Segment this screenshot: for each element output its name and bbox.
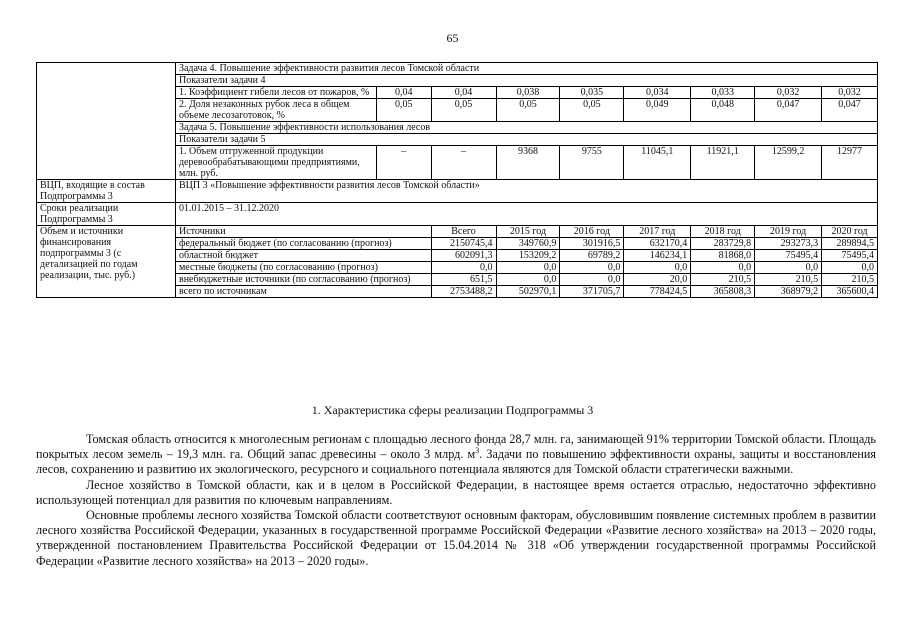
- indicator-value: 0,032: [822, 87, 878, 99]
- task5-title: Задача 5. Повышение эффективности использования лесов: [175, 122, 877, 134]
- funding-value: 69789,2: [560, 250, 624, 262]
- funding-value: 0,0: [755, 262, 822, 274]
- funding-value: 75495,4: [755, 250, 822, 262]
- indicator-value: 9368: [496, 146, 560, 180]
- funding-header: 2015 год: [496, 226, 560, 238]
- table-row: [37, 203, 878, 226]
- indicator-name: 1. Коэффициент гибели лесов от пожаров, %: [175, 87, 376, 99]
- table-row: [37, 226, 878, 238]
- funding-value: 75495,4: [822, 250, 878, 262]
- vcp-label: ВЦП, входящие в состав Подпрограммы 3: [37, 180, 176, 203]
- funding-source: внебюджетные источники (по согласованию (прогноз): [175, 274, 431, 286]
- paragraph-1-part-b: . Задачи по повышению эффективности охраны, защиты и восстановления лесов, сохранению и развитию их экологического, ресурсного и социального потенциала являются для Томской области стратегически важными.: [36, 447, 876, 477]
- body-text: [36, 432, 876, 569]
- indicator-value: 0,05: [496, 99, 560, 122]
- funding-value: 2150745,4: [431, 238, 496, 250]
- funding-value: 778424,5: [624, 286, 691, 298]
- funding-value: 210,5: [755, 274, 822, 286]
- funding-value: 651,5: [431, 274, 496, 286]
- funding-value: 210,5: [822, 274, 878, 286]
- funding-value: 0,0: [560, 274, 624, 286]
- funding-value: 0,0: [691, 262, 755, 274]
- indicator-value: –: [376, 146, 431, 180]
- task4-indicators-title: Показатели задачи 4: [175, 75, 877, 87]
- indicator-value: 0,05: [560, 99, 624, 122]
- funding-value: 0,0: [496, 274, 560, 286]
- indicator-value: 0,04: [376, 87, 431, 99]
- funding-header: 2017 год: [624, 226, 691, 238]
- funding-value: 289894,5: [822, 238, 878, 250]
- indicator-value: 9755: [560, 146, 624, 180]
- funding-value: 0,0: [560, 262, 624, 274]
- funding-header: 2019 год: [755, 226, 822, 238]
- funding-value: 146234,1: [624, 250, 691, 262]
- paragraph-1: [36, 432, 876, 478]
- indicator-value: 0,038: [496, 87, 560, 99]
- indicator-value: 11921,1: [691, 146, 755, 180]
- superscript: 3: [475, 446, 480, 456]
- indicator-value: 0,05: [376, 99, 431, 122]
- paragraph-1-part-a: Томская область относится к многолесным регионам с площадью лесного фонда 28,7 млн. га, занимающей 91% территории Томской области. Площадь покрытых лесом земель – 19,3 млн. га. Общий запас древесины – около 3 млрд. м: [36, 432, 876, 462]
- task5-indicators-title: Показатели задачи 5: [175, 134, 877, 146]
- indicator-value: 0,047: [822, 99, 878, 122]
- funding-value: 81868,0: [691, 250, 755, 262]
- indicator-value: 0,049: [624, 99, 691, 122]
- funding-header: 2020 год: [822, 226, 878, 238]
- indicator-value: 0,048: [691, 99, 755, 122]
- page-number: 65: [446, 31, 459, 45]
- indicator-value: 0,032: [755, 87, 822, 99]
- indicator-value: 0,04: [431, 87, 496, 99]
- funding-source: федеральный бюджет (по согласованию (прогноз): [175, 238, 431, 250]
- funding-source: областной бюджет: [175, 250, 431, 262]
- funding-value: 0,0: [624, 262, 691, 274]
- indicator-name: 2. Доля незаконных рубок леса в общем объеме лесозаготовок, %: [175, 99, 376, 122]
- funding-header: Всего: [431, 226, 496, 238]
- funding-source: местные бюджеты (по согласованию (прогноз): [175, 262, 431, 274]
- funding-value: 368979,2: [755, 286, 822, 298]
- indicator-name: 1. Объем отгруженной продукции деревообрабатывающими предприятиями, млн. руб.: [175, 146, 376, 180]
- section-heading: 1. Характеристика сферы реализации Подпрограммы 3: [311, 403, 594, 417]
- subprogram-passport-table: [36, 62, 878, 298]
- funding-source: всего по источникам: [175, 286, 431, 298]
- indicator-value: 0,033: [691, 87, 755, 99]
- funding-value: 602091,3: [431, 250, 496, 262]
- vcp-value: ВЦП 3 «Повышение эффективности развития лесов Томской области»: [175, 180, 877, 203]
- indicator-value: 0,05: [431, 99, 496, 122]
- funding-header: 2016 год: [560, 226, 624, 238]
- indicator-value: 0,035: [560, 87, 624, 99]
- funding-label: Объем и источники финансирования подпрограммы 3 (с детализацией по годам реализации, тыс. руб.): [37, 226, 176, 298]
- funding-value: 0,0: [822, 262, 878, 274]
- paragraph-2: Лесное хозяйство в Томской области, как и в целом в Российской Федерации, в настоящее время остается отраслью, недостаточно эффективно использующей потенциал для развития по ключевым направлениям.: [36, 477, 876, 507]
- task4-title: Задача 4. Повышение эффективности развития лесов Томской области: [175, 63, 877, 75]
- terms-value: 01.01.2015 – 31.12.2020: [175, 203, 877, 226]
- funding-value: 502970,1: [496, 286, 560, 298]
- table-row: [37, 180, 878, 203]
- indicator-value: 12599,2: [755, 146, 822, 180]
- funding-header: 2018 год: [691, 226, 755, 238]
- funding-value: 349760,9: [496, 238, 560, 250]
- funding-header: Источники: [175, 226, 431, 238]
- funding-value: 20,0: [624, 274, 691, 286]
- funding-value: 365600,4: [822, 286, 878, 298]
- blank-label-cell: [37, 63, 176, 180]
- indicator-value: 0,034: [624, 87, 691, 99]
- funding-value: 0,0: [496, 262, 560, 274]
- table-row: [37, 63, 878, 75]
- funding-value: 2753488,2: [431, 286, 496, 298]
- indicator-value: –: [431, 146, 496, 180]
- funding-value: 365808,3: [691, 286, 755, 298]
- funding-value: 632170,4: [624, 238, 691, 250]
- funding-value: 283729,8: [691, 238, 755, 250]
- terms-label: Сроки реализации Подпрограммы 3: [37, 203, 176, 226]
- funding-value: 153209,2: [496, 250, 560, 262]
- funding-value: 293273,3: [755, 238, 822, 250]
- indicator-value: 12977: [822, 146, 878, 180]
- paragraph-3: Основные проблемы лесного хозяйства Томской области соответствуют основным факторам, обусловившим появление системных проблем в развитии лесного хозяйства Российской Федерации, указанных в государственной программе Российской Федерации «Развитие лесного хозяйства» на 2013 – 2020 годы, утвержденной постановлением Правительства Российской Федерации от 15.04.2014 № 318 «Об утверждении государственной программы Российской Федерации «Развитие лесного хозяйства» на 2013 – 2020 годы».: [36, 508, 876, 568]
- funding-value: 301916,5: [560, 238, 624, 250]
- funding-value: 210,5: [691, 274, 755, 286]
- funding-value: 0,0: [431, 262, 496, 274]
- funding-value: 371705,7: [560, 286, 624, 298]
- indicator-value: 0,047: [755, 99, 822, 122]
- indicator-value: 11045,1: [624, 146, 691, 180]
